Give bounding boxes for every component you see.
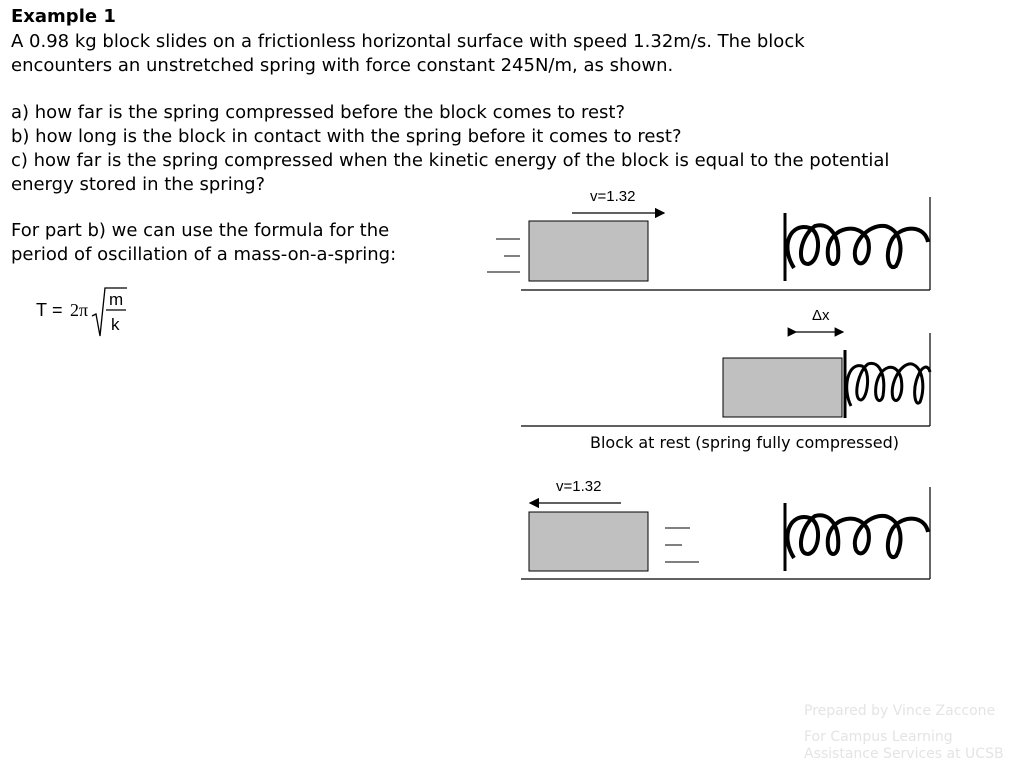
delta-x-label: Δx: [812, 307, 830, 324]
formula-denominator: k: [111, 315, 120, 334]
block: [529, 221, 648, 281]
panel-compressed: [521, 307, 930, 452]
formula-coefficient: 2π: [70, 300, 89, 320]
note-line-1: For part b) we can use the formula for the: [11, 220, 390, 241]
question-c-line-2: energy stored in the spring?: [11, 174, 266, 195]
formula-lhs: T: [36, 300, 47, 320]
question-a: a) how far is the spring compressed before the block comes to rest?: [11, 102, 626, 123]
note-line-2: period of oscillation of a mass-on-a-spring:: [11, 244, 397, 265]
footer-org-line-2: Assistance Services at UCSB: [804, 746, 1004, 762]
compressed-caption: Block at rest (spring fully compressed): [590, 433, 899, 452]
formula-equals: =: [52, 300, 63, 320]
compressed-spring-coils: [847, 363, 930, 406]
question-b: b) how long is the block in contact with the spring before it comes to rest?: [11, 126, 682, 147]
formula-numerator: m: [109, 290, 124, 309]
velocity-label: v=1.32: [556, 478, 602, 495]
problem-text-line-1: A 0.98 kg block slides on a frictionless horizontal surface with speed 1.32m/s. The block: [11, 31, 805, 52]
problem-text-line-2: encounters an unstretched spring with force constant 245N/m, as shown.: [11, 55, 674, 76]
footer-org-line-1: For Campus Learning: [804, 729, 953, 745]
panel-rebounding: [521, 478, 930, 579]
velocity-label: v=1.32: [590, 188, 636, 205]
spring-coils: [787, 225, 928, 268]
block: [529, 512, 648, 571]
spring-coils: [787, 515, 928, 558]
panel-approaching: [487, 188, 930, 290]
block: [723, 358, 842, 417]
footer-author: Prepared by Vince Zaccone: [804, 703, 996, 719]
question-c-line-1: c) how far is the spring compressed when the kinetic energy of the block is equal to the potential: [11, 150, 890, 171]
page-title: Example 1: [11, 6, 116, 27]
